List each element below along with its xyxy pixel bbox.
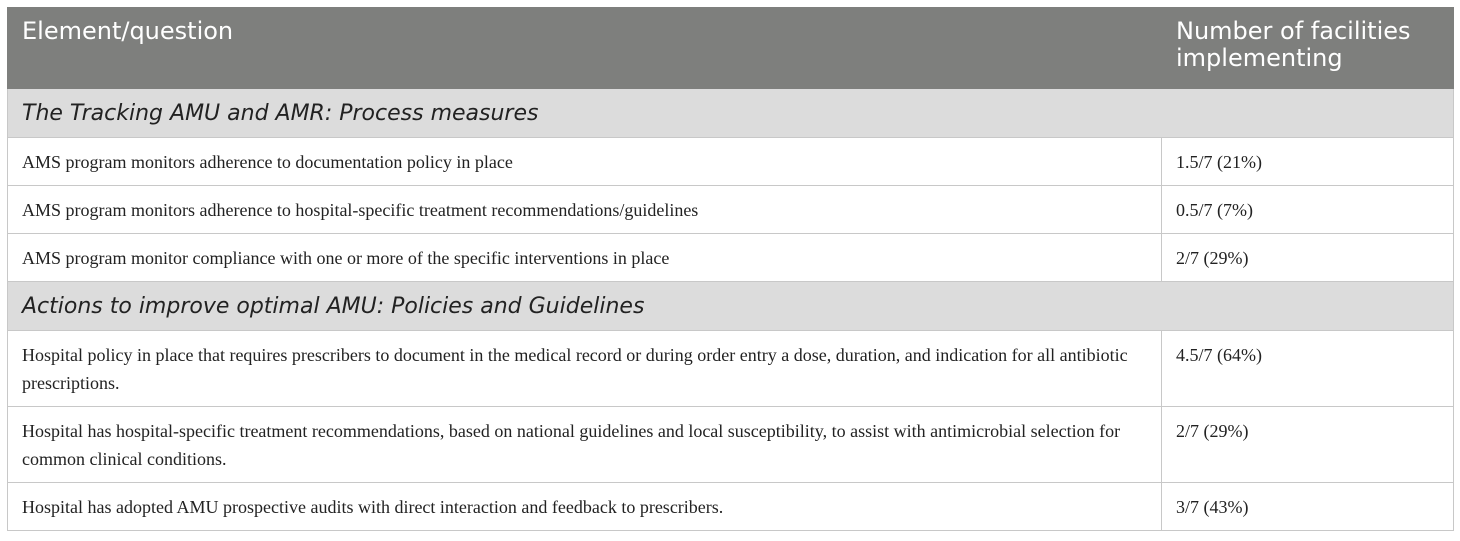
element-cell: AMS program monitor compliance with one or more of the specific interventions in place	[8, 234, 1162, 282]
header-element-question: Element/question	[8, 8, 1162, 89]
table-row	[8, 331, 1454, 407]
element-cell: AMS program monitors adherence to hospital-specific treatment recommendations/guidelines	[8, 186, 1162, 234]
value-cell: 2/7 (29%)	[1162, 407, 1454, 483]
value-cell: 2/7 (29%)	[1162, 234, 1454, 282]
table-row	[8, 483, 1454, 531]
header-number-of-facilities: Number of facilities implementing	[1162, 8, 1454, 89]
value-cell: 4.5/7 (64%)	[1162, 331, 1454, 407]
facilities-table	[7, 7, 1454, 531]
value-cell: 0.5/7 (7%)	[1162, 186, 1454, 234]
value-cell: 3/7 (43%)	[1162, 483, 1454, 531]
section-row	[8, 282, 1454, 331]
table-row	[8, 234, 1454, 282]
section-row	[8, 89, 1454, 138]
section-title-process-measures: The Tracking AMU and AMR: Process measures	[8, 89, 1454, 138]
element-cell: Hospital policy in place that requires prescribers to document in the medical record or during order entry a dose, duration, and indication for all antibiotic prescriptions.	[8, 331, 1162, 407]
value-cell: 1.5/7 (21%)	[1162, 138, 1454, 186]
table-row	[8, 407, 1454, 483]
element-cell: Hospital has hospital-specific treatment recommendations, based on national guidelines and local susceptibility, to assist with antimicrobial selection for common clinical conditions.	[8, 407, 1162, 483]
element-cell: AMS program monitors adherence to documentation policy in place	[8, 138, 1162, 186]
header-row	[8, 8, 1454, 89]
table-row	[8, 138, 1454, 186]
element-cell: Hospital has adopted AMU prospective audits with direct interaction and feedback to prescribers.	[8, 483, 1162, 531]
section-title-policies-guidelines: Actions to improve optimal AMU: Policies and Guidelines	[8, 282, 1454, 331]
table-row	[8, 186, 1454, 234]
